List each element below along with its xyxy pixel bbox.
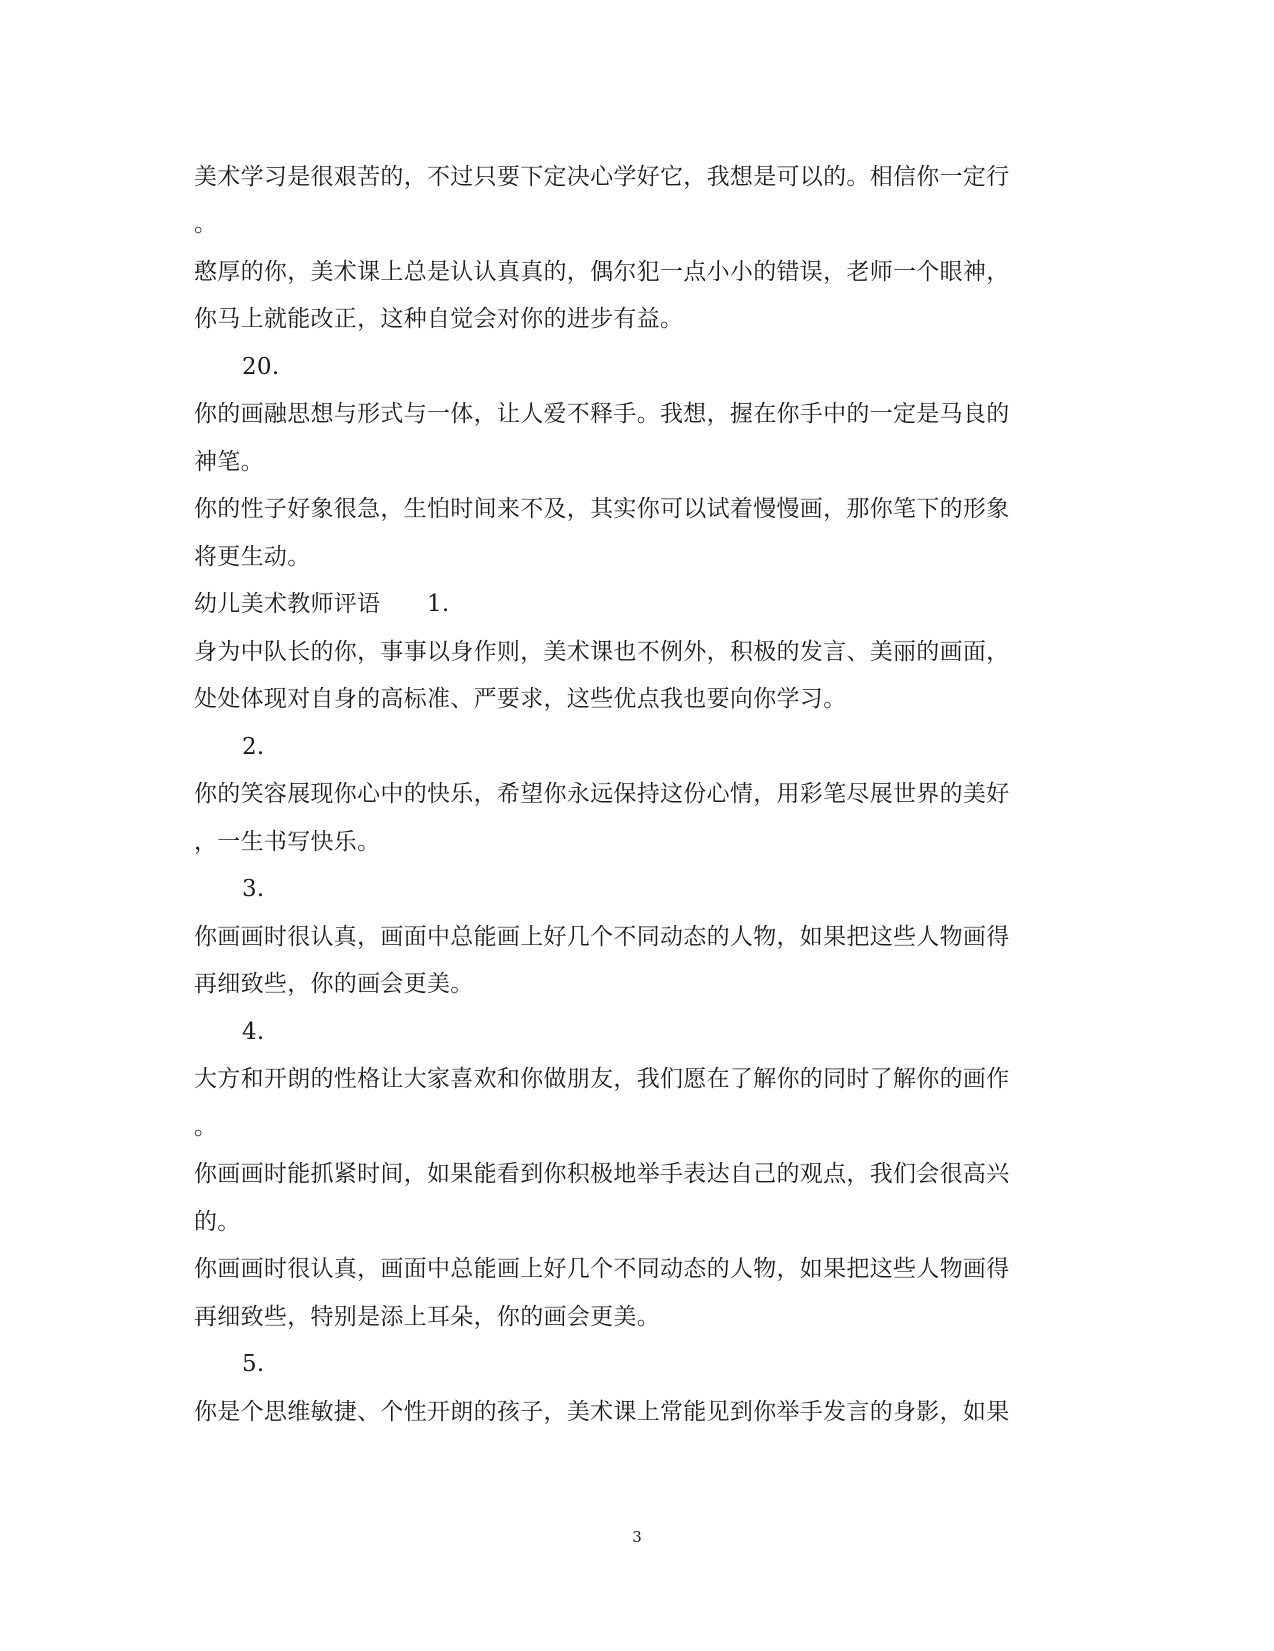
item-number: 5. [242, 1351, 265, 1377]
item-number: 4. [242, 1019, 265, 1045]
text-line: 憨厚的你，美术课上总是认认真真的，偶尔犯一点小小的错误，老师一个眼神， [194, 259, 1010, 285]
section-heading: 幼儿美术教师评语 1. [194, 591, 450, 617]
text-line: 。 [194, 1114, 218, 1140]
text-line: 你的性子好象很急，生怕时间来不及，其实你可以试着慢慢画，那你笔下的形象 [194, 496, 1010, 522]
text-line: 你画画时很认真，画面中总能画上好几个不同动态的人物，如果把这些人物画得 [194, 1256, 1010, 1282]
text-line: 你是个思维敏捷、个性开朗的孩子，美术课上常能见到你举手发言的身影，如果 [194, 1399, 1010, 1425]
text-line: 你画画时能抓紧时间，如果能看到你积极地举手表达自己的观点，我们会很高兴 [194, 1161, 1010, 1187]
text-line: 大方和开朗的性格让大家喜欢和你做朋友，我们愿在了解你的同时了解你的画作 [194, 1066, 1010, 1092]
text-line: 再细致些，特别是添上耳朵，你的画会更美。 [194, 1304, 660, 1330]
text-line: 你的画融思想与形式与一体，让人爱不释手。我想，握在你手中的一定是马良的 [194, 401, 1010, 427]
text-line: 神笔。 [194, 449, 264, 475]
text-line: 美术学习是很艰苦的，不过只要下定决心学好它，我想是可以的。相信你一定行 [194, 164, 1010, 190]
text-line: 你画画时很认真，画面中总能画上好几个不同动态的人物，如果把这些人物画得 [194, 924, 1010, 950]
text-line: 处处体现对自身的高标准、严要求，这些优点我也要向你学习。 [194, 686, 847, 712]
text-line: 你的笑容展现你心中的快乐，希望你永远保持这份心情，用彩笔尽展世界的美好 [194, 781, 1010, 807]
text-line: 。 [194, 211, 218, 237]
page-number: 3 [632, 1528, 642, 1546]
text-line: ，一生书写快乐。 [194, 829, 381, 855]
text-line: 将更生动。 [194, 544, 311, 570]
item-number: 3. [242, 876, 265, 902]
text-line: 的。 [194, 1209, 241, 1235]
item-number: 2. [242, 734, 265, 760]
text-line: 身为中队长的你，事事以身作则，美术课也不例外，积极的发言、美丽的画面， [194, 639, 1010, 665]
item-number: 20. [242, 354, 280, 380]
text-line: 你马上就能改正，这种自觉会对你的进步有益。 [194, 306, 684, 332]
text-line: 再细致些，你的画会更美。 [194, 971, 474, 997]
